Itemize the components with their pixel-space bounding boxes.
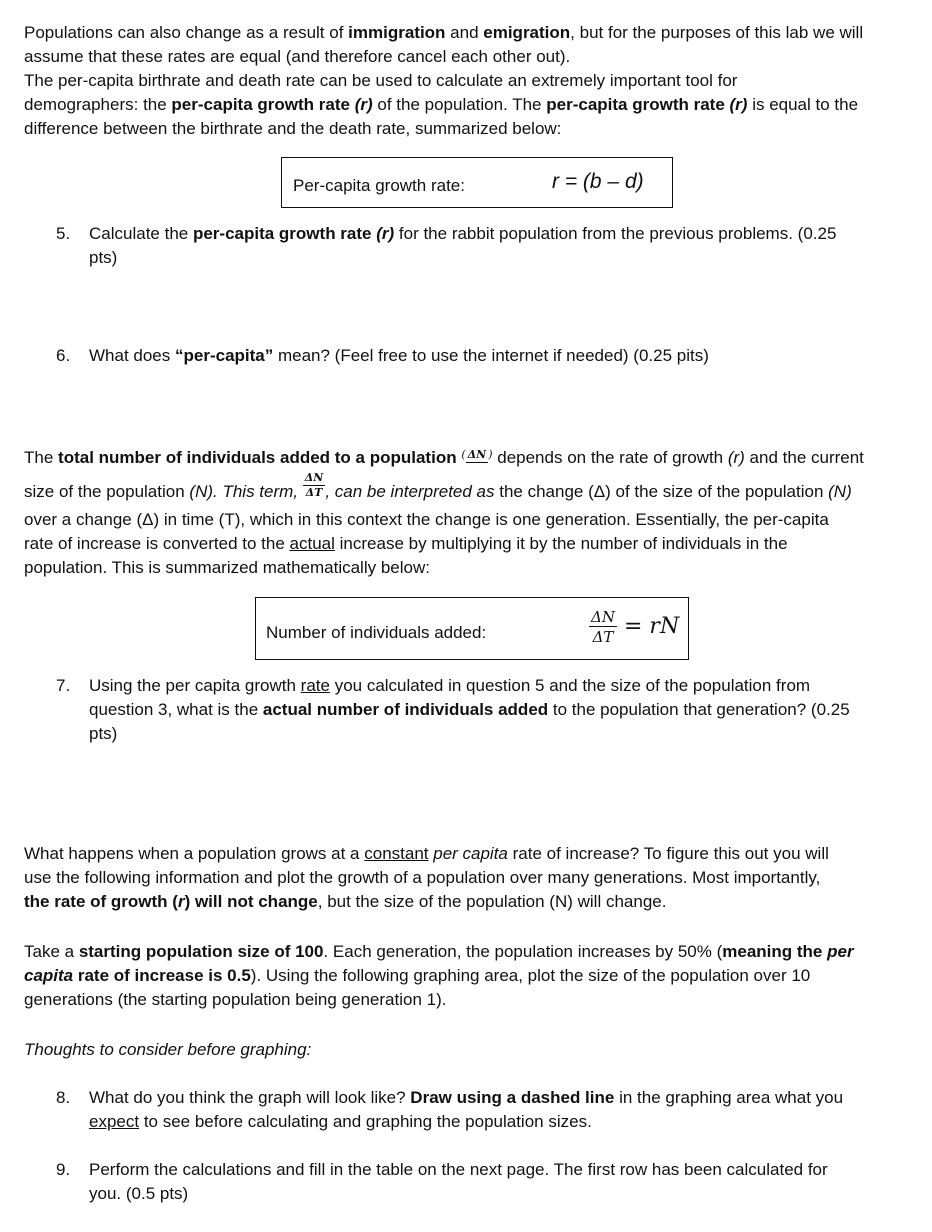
question-8-number: 8.	[56, 1088, 71, 1107]
delta-n-over-delta-t-inline: ( ΔN )	[461, 447, 493, 461]
para3-line-1: What happens when a population grows at a constant per capita rate of increase? To figure this out you will	[24, 844, 829, 863]
para3-line-2: use the following information and plot the growth of a population over many generations. Most importantly,	[24, 868, 821, 887]
question-6-number: 6.	[56, 346, 71, 365]
para2-line-5: population. This is summarized mathematically below:	[24, 558, 430, 577]
growth-rate-formula-label: Per-capita growth rate:	[293, 176, 465, 195]
question-5-number: 5.	[56, 224, 71, 243]
thoughts-heading: Thoughts to consider before graphing:	[24, 1040, 312, 1059]
intro-line-3: The per-capita birthrate and death rate can be used to calculate an extremely important tool for	[24, 71, 738, 90]
individuals-added-paragraph	[24, 436, 919, 586]
para4-line-1: Take a starting population size of 100. Each generation, the population increases by 50% (meaning the per	[24, 942, 854, 961]
question-6: 6. What does “per-capita” mean? (Feel free to use the internet if needed) (0.25 pits)	[56, 344, 906, 370]
para4-line-2: capita rate of increase is 0.5). Using the following graphing area, plot the size of the population over 10	[24, 966, 811, 985]
question-9-number: 9.	[56, 1160, 71, 1179]
para2-line-2: size of the population (N). This term, $\frac{\Delta N}{\Delta T}$ , can be interpreted as the change (Δ) of the size of the population (N)	[24, 471, 852, 501]
question-8: 8. What do you think the graph will look like? Draw using a dashed line in the graphing area what you expect to see before calculating and graphing the population sizes.	[56, 1088, 844, 1131]
question-9: 9. Perform the calculations and fill in the table on the next page. The first row has been calculated for you. (0.5 pts)	[56, 1160, 828, 1203]
para3-line-3: the rate of growth (r) will not change, but the size of the population (N) will change.	[24, 892, 667, 911]
intro-line-4: demographers: the per-capita growth rate (r) of the population. The per-capita growth rate (r) is equal to the	[24, 95, 859, 114]
question-5: 5. Calculate the per-capita growth rate (r) for the rabbit population from the previous problems. (0.25 pts)	[56, 224, 837, 267]
para2-line-4: rate of increase is converted to the actual increase by multiplying it by the number of individuals in the	[24, 534, 788, 553]
individuals-added-formula-label: Number of individuals added:	[266, 623, 487, 642]
individuals-added-formula-box	[255, 597, 689, 660]
individuals-added-formula-fraction: $\frac{\Delta N}{\Delta T}$	[591, 608, 615, 646]
constant-growth-paragraph	[24, 842, 919, 916]
individuals-added-formula-rhs: = rN	[624, 614, 680, 639]
starting-population-paragraph	[24, 940, 919, 1014]
intro-paragraph	[24, 21, 919, 146]
para2-line-1: The total number of individuals added to a population ( ΔN ) depends on the rate of growth (r) and the current	[24, 446, 864, 470]
intro-line-2: assume that these rates are equal (and therefore cancel each other out).	[24, 47, 571, 66]
growth-rate-formula-expression: r = (b – d)	[552, 170, 644, 193]
intro-line-5: difference between the birthrate and the death rate, summarized below:	[24, 119, 562, 138]
question-7: 7. Using the per capita growth rate you calculated in question 5 and the size of the population from question 3, what is the actual number of individuals added to the population that generation? (0.25 pts)	[56, 676, 850, 743]
para2-line-3: over a change (Δ) in time (T), which in this context the change is one generation. Essentially, the per-capita	[24, 510, 829, 529]
intro-line-1: Populations can also change as a result of immigration and emigration, but for the purposes of this lab we will	[24, 23, 864, 42]
growth-rate-formula-box	[281, 157, 673, 208]
para4-line-3: generations (the starting population being generation 1).	[24, 990, 447, 1009]
delta-n-over-delta-t-fraction: $\frac{\Delta N}{\Delta T}$	[304, 471, 324, 500]
question-7-number: 7.	[56, 676, 71, 695]
